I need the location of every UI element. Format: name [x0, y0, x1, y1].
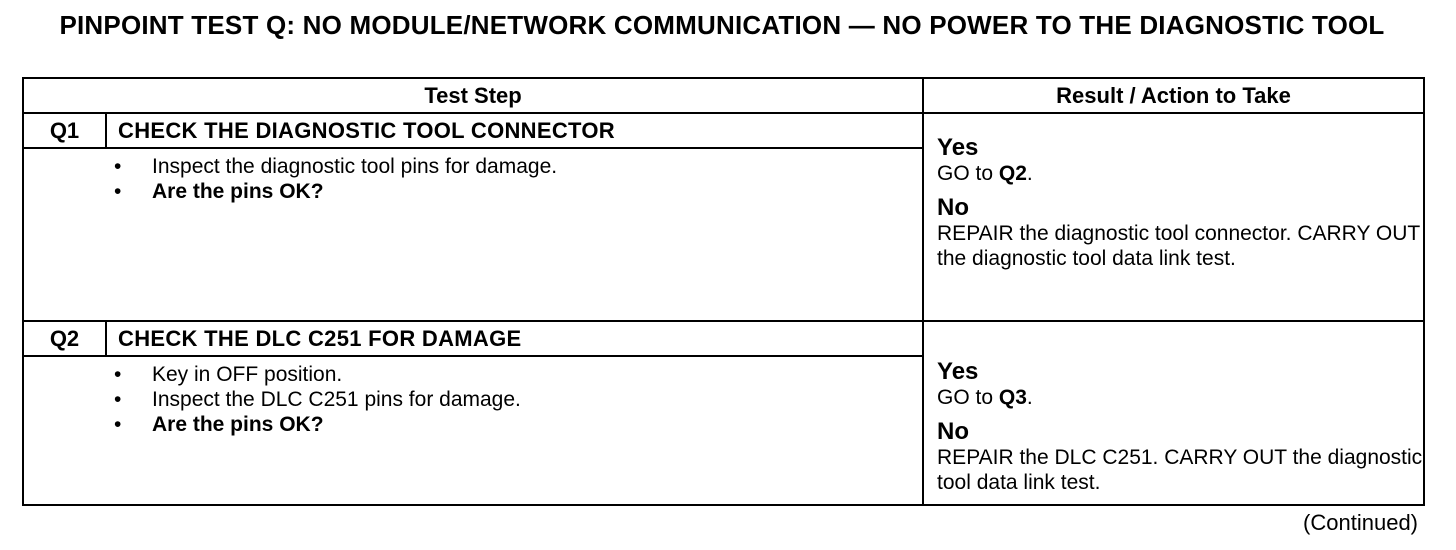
step-id: Q2: [23, 321, 106, 356]
no-action: REPAIR the DLC C251. CARRY OUT the diagnostic tool data link test.: [937, 446, 1423, 494]
table-header-row: [23, 78, 1424, 113]
test-step-header: Test Step: [23, 78, 923, 113]
goto-target: Q3: [998, 386, 1027, 409]
step-id-blank: [23, 148, 106, 321]
step-id: Q1: [23, 113, 106, 148]
no-label: No: [937, 418, 970, 445]
step-title: CHECK THE DLC C251 FOR DAMAGE: [106, 321, 923, 356]
result-cell: [923, 113, 1424, 321]
bullet-list: [106, 362, 922, 437]
result-header: Result / Action to Take: [923, 78, 1424, 113]
bullet-item: • Inspect the diagnostic tool pins for damage.: [114, 155, 558, 178]
yes-label: Yes: [937, 358, 979, 385]
pinpoint-test-table: [22, 77, 1425, 506]
step-title: CHECK THE DIAGNOSTIC TOOL CONNECTOR: [106, 113, 923, 148]
bullet-list: [106, 154, 922, 204]
bullet-item: • Are the pins OK?: [114, 180, 324, 203]
no-action: REPAIR the diagnostic tool connector. CARRY OUT the diagnostic tool data link test.: [937, 222, 1420, 270]
yes-action: GO to Q2.: [937, 162, 1033, 185]
step-body: [106, 148, 923, 321]
step-title-row: [23, 113, 1424, 148]
no-label: No: [937, 194, 970, 221]
step-body: [106, 356, 923, 505]
bullet-item: • Are the pins OK?: [114, 413, 324, 436]
step-title-row: [23, 321, 1424, 356]
yes-action: GO to Q3.: [937, 386, 1033, 409]
result-cell: [923, 321, 1424, 505]
bullet-item: • Key in OFF position.: [114, 363, 343, 386]
yes-label: Yes: [937, 134, 979, 161]
continued-note: (Continued): [1303, 510, 1418, 535]
bullet-item: • Inspect the DLC C251 pins for damage.: [114, 388, 521, 411]
page-title: PINPOINT TEST Q: NO MODULE/NETWORK COMMUNICATION — NO POWER TO THE DIAGNOSTIC TOOL: [59, 10, 1385, 40]
goto-target: Q2: [998, 162, 1027, 185]
step-id-blank: [23, 356, 106, 505]
